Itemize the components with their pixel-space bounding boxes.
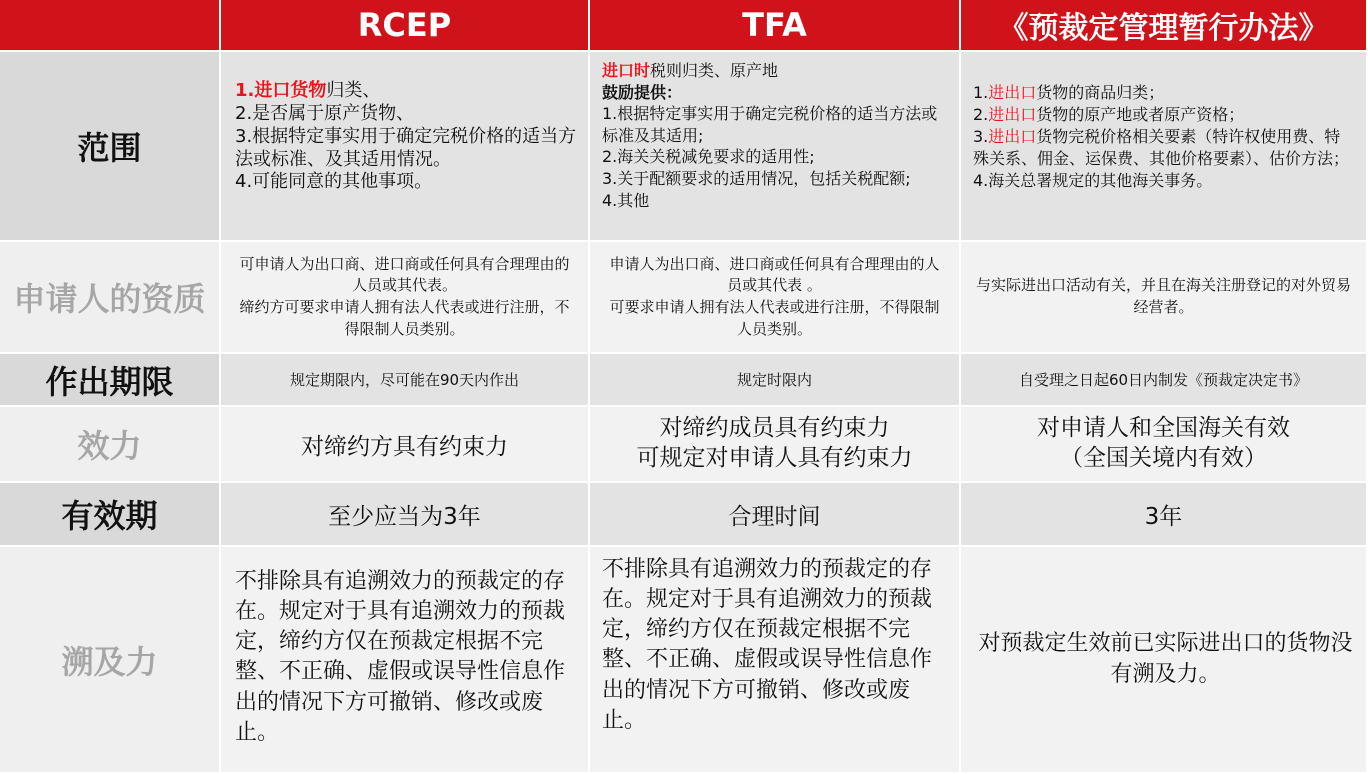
- validity-regulation: 3年: [961, 483, 1368, 547]
- header-regulation: 《预裁定管理暂行办法》: [961, 0, 1368, 52]
- effect-rcep: 对缔约方具有约束力: [221, 407, 590, 483]
- scope-rcep-l2: 2.是否属于原产货物、: [235, 102, 415, 124]
- scope-rcep-l1-rest: 归类、: [326, 80, 381, 101]
- applicant-rcep: 可申请人为出口商、进口商或任何具有合理理由的人员或其代表。 缔约方可要求申请人拥有法人代表或进行注册，不得限制人员类别。: [221, 242, 590, 354]
- validity-rcep: 至少应当为3年: [221, 483, 590, 547]
- scope-tfa-l3: 1.根据特定事实用于确定完税价格的适当方法或标准及其适用;: [602, 104, 938, 145]
- deadline-rcep: 规定期限内，尽可能在90天内作出: [221, 354, 590, 407]
- retro-regulation: 对预裁定生效前已实际进出口的货物没有溯及力。: [961, 547, 1368, 774]
- effect-tfa: 对缔约成员具有约束力 可规定对申请人具有约束力: [590, 407, 961, 483]
- scope-reg-l3-rest: 货物完税价格相关要素（特许权使用费、特殊关系、佣金、运保费、其他价格要素）、估价方法；: [973, 127, 1350, 169]
- scope-reg-l3-red: 进出口: [988, 127, 1037, 147]
- scope-tfa-l1-red: 进口时: [602, 61, 651, 80]
- scope-reg-l3-pre: 3.: [973, 127, 989, 147]
- row-label-validity: 有效期: [0, 483, 221, 547]
- applicant-tfa: 申请人为出口商、进口商或任何具有合理理由的人员或其代表 。 可要求申请人拥有法人代表或进行注册，不得限制人员类别。: [590, 242, 961, 354]
- retro-rcep: 不排除具有追溯效力的预裁定的存在。规定对于具有追溯效力的预裁定，缔约方仅在预裁定根据不完整、不正确、虚假或误导性信息作出的情况下方可撤销、修改或废止。: [221, 547, 590, 774]
- scope-tfa-l4: 2.海关关税减免要求的适用性;: [602, 147, 815, 167]
- scope-rcep-l3: 3.根据特定事实用于确定完税价格的适当方法或标准、及其适用情况。: [235, 125, 577, 170]
- deadline-regulation: 自受理之日起60日内制发《预裁定决定书》: [961, 354, 1368, 407]
- row-label-deadline: 作出期限: [0, 354, 221, 407]
- scope-reg-l4: 4.海关总署规定的其他海关事务。: [973, 171, 1213, 191]
- row-label-effect: 效力: [0, 407, 221, 483]
- scope-reg-l1-red: 进出口: [988, 83, 1037, 102]
- scope-rcep: [221, 52, 590, 242]
- scope-reg-l1-rest: 货物的商品归类；: [1036, 83, 1165, 102]
- deadline-tfa: 规定时限内: [590, 354, 961, 407]
- retro-tfa: 不排除具有追溯效力的预裁定的存在。规定对于具有追溯效力的预裁定，缔约方仅在预裁定根据不完整、不正确、虚假或误导性信息作出的情况下方可撤销、修改或废止。: [590, 547, 961, 774]
- scope-tfa-l6: 4.其他: [602, 190, 650, 210]
- scope-reg-l2-rest: 货物的原产地或者原产资格；: [1036, 105, 1245, 125]
- effect-regulation: 对申请人和全国海关有效 （全国关境内有效）: [961, 407, 1368, 483]
- scope-reg-l2-pre: 2.: [973, 105, 989, 125]
- row-label-retroactivity: 溯及力: [0, 547, 221, 774]
- header-corner: [0, 0, 221, 52]
- scope-tfa-l2: 鼓励提供：: [602, 82, 683, 102]
- scope-tfa: [590, 52, 961, 242]
- scope-tfa-l5: 3.关于配额要求的适用情况，包括关税配额;: [602, 168, 911, 188]
- row-label-scope: 范围: [0, 52, 221, 242]
- scope-regulation: [961, 52, 1368, 242]
- scope-tfa-l1-rest: 税则归类、原产地: [650, 61, 779, 80]
- scope-reg-l2-red: 进出口: [988, 105, 1037, 125]
- scope-rcep-l1-red: 1.进口货物: [235, 80, 327, 101]
- scope-rcep-l4: 4.可能同意的其他事项。: [235, 171, 433, 193]
- row-label-applicant: 申请人的资质: [0, 242, 221, 354]
- header-tfa: TFA: [590, 0, 961, 52]
- header-rcep: RCEP: [221, 0, 590, 52]
- applicant-regulation: 与实际进出口活动有关，并且在海关注册登记的对外贸易经营者。: [961, 242, 1368, 354]
- validity-tfa: 合理时间: [590, 483, 961, 547]
- scope-reg-l1-pre: 1.: [973, 83, 989, 102]
